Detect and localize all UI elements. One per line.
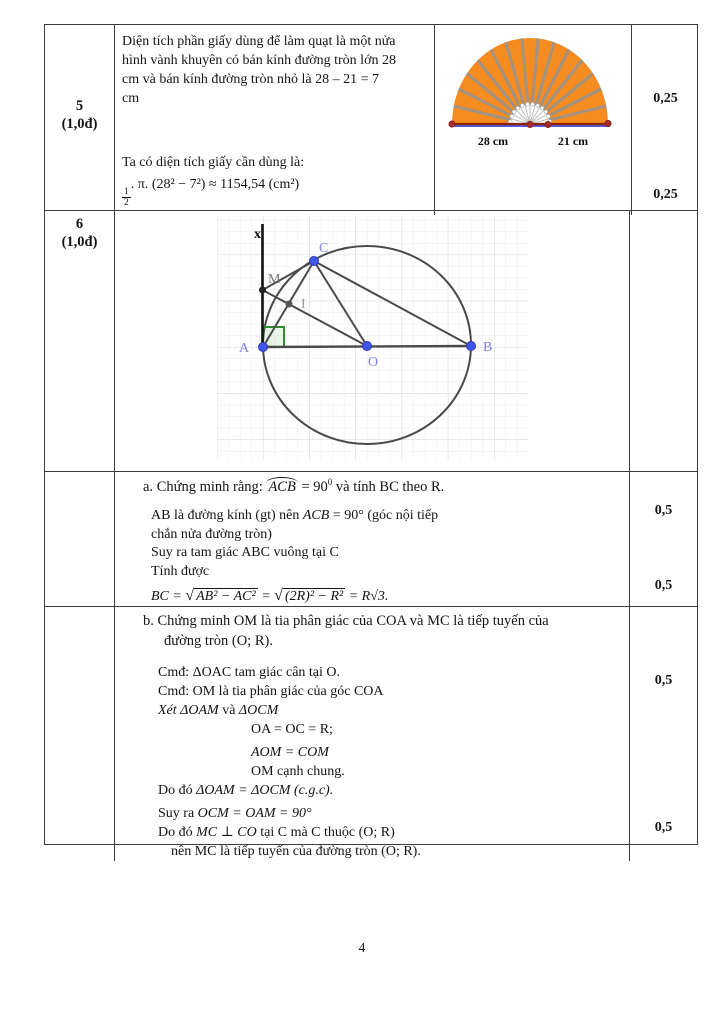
part-a-proof	[115, 507, 629, 607]
point-A	[259, 343, 268, 352]
proof-line: Cmđ: ΔOAC tam giác cân tại O.	[158, 665, 341, 680]
q6-diagram-score-cell	[630, 211, 697, 476]
label-B: B	[483, 340, 493, 355]
proof-line: Suy ra tam giác ABC vuông tại C	[151, 545, 339, 560]
label-I: I	[301, 297, 306, 312]
q5-text-line: cm	[122, 91, 140, 106]
q6a-score-cell	[630, 472, 697, 607]
fan-figure	[435, 25, 631, 210]
part-b-heading: b. Chứng minh OM là tia phân giác của COA và MC là tiếp tuyến của đường tròn (O; R).	[143, 613, 549, 649]
q5-text-line: cm và bán kính đường tròn nhỏ là 28 – 21 = 7	[122, 72, 379, 87]
part-a-heading: a. Chứng minh rằng: ACB = $90^0$ và tính BC theo R.	[143, 477, 445, 495]
q5-text-cell	[115, 25, 435, 215]
label-A: A	[239, 341, 250, 356]
proof-line: Cmđ: OM là tia phân giác của góc COA	[158, 684, 384, 699]
proof-line: Tính được	[151, 563, 210, 579]
proof-line: Suy ra OCM = OAM = 90°	[158, 806, 312, 821]
q6b-content-cell	[115, 607, 630, 861]
proof-line: AOM = COM	[251, 745, 329, 760]
label-M: M	[268, 272, 281, 287]
score-badge: 0,5	[654, 673, 673, 688]
bc-formula: BC = √ AB² − AC² = √ (2R)² − R² = R√3.	[151, 587, 389, 604]
q5-lead-line: Ta có diện tích giấy cần dùng là:	[122, 155, 305, 170]
q6-diagram-cell	[115, 211, 630, 476]
proof-line: OA = OC = R;	[251, 722, 333, 737]
q5-area-formula: $\frac{1}{2}$ . π. (28² − 7²) ≈ 1154,54 (cm²)	[124, 177, 300, 209]
question-points: (1,0đ)	[61, 116, 98, 132]
score-badge: 0,5	[654, 503, 673, 518]
score-badge: 0,5	[654, 578, 673, 593]
q5-fan-image-cell	[435, 25, 632, 215]
proof-line: Xét ΔOAM và ΔOCM	[158, 703, 279, 718]
point-I	[286, 301, 293, 308]
label-x: x	[254, 227, 261, 242]
point-M	[259, 287, 266, 294]
question-number: 5	[75, 98, 84, 114]
point-C	[310, 257, 319, 266]
point-B	[467, 342, 476, 351]
part-b-proof	[115, 663, 629, 861]
label-C: C	[319, 241, 329, 256]
fan-radius-label-21cm: 21 cm	[557, 134, 589, 148]
fraction-one-half: $\frac{1}{2}$	[124, 187, 129, 209]
proof-line: AB là đường kính (gt) nên ACB = 90° (góc nội tiếp	[151, 508, 439, 523]
proof-line: chắn nửa đường tròn)	[151, 526, 272, 542]
score-badge: 0,25	[653, 187, 678, 202]
q6-number-cell	[45, 211, 115, 476]
point-O	[363, 342, 372, 351]
score-badge: 0,25	[653, 91, 678, 106]
q5-text-line: Diện tích phần giấy dùng để làm quạt là một nửa	[122, 34, 396, 49]
proof-line: Do đó MC ⊥ CO tại C mà C thuộc (O; R)	[158, 825, 395, 840]
fan-radius-label-28cm: 28 cm	[477, 134, 509, 148]
proof-line: nên MC là tiếp tuyến của đường tròn (O; R).	[171, 844, 421, 859]
q5-score-cell	[632, 25, 699, 215]
table-row-q5	[45, 25, 697, 211]
circle-geometry-figure	[115, 211, 629, 471]
page-number: 4	[358, 940, 366, 955]
question-points: (1,0đ)	[61, 234, 98, 250]
q5-text-line: hình vành khuyên có bán kính đường tròn lớn 28	[122, 53, 396, 68]
q6b-score-cell	[630, 607, 697, 861]
question-number: 6	[75, 216, 84, 232]
table-row-q6-diagram	[45, 211, 697, 472]
q6a-number-cell	[45, 472, 115, 607]
label-O: O	[368, 355, 379, 370]
q6a-content-cell	[115, 472, 630, 607]
table-row-q6-part-a	[45, 472, 697, 607]
proof-line: Do đó ΔOAM = ΔOCM (c.g.c).	[158, 783, 334, 798]
table-row-q6-part-b	[45, 607, 697, 859]
q6b-number-cell	[45, 607, 115, 861]
proof-line: OM cạnh chung.	[251, 764, 345, 779]
q5-number-cell	[45, 25, 115, 215]
answer-table	[44, 24, 698, 859]
score-badge: 0,5	[654, 820, 673, 835]
